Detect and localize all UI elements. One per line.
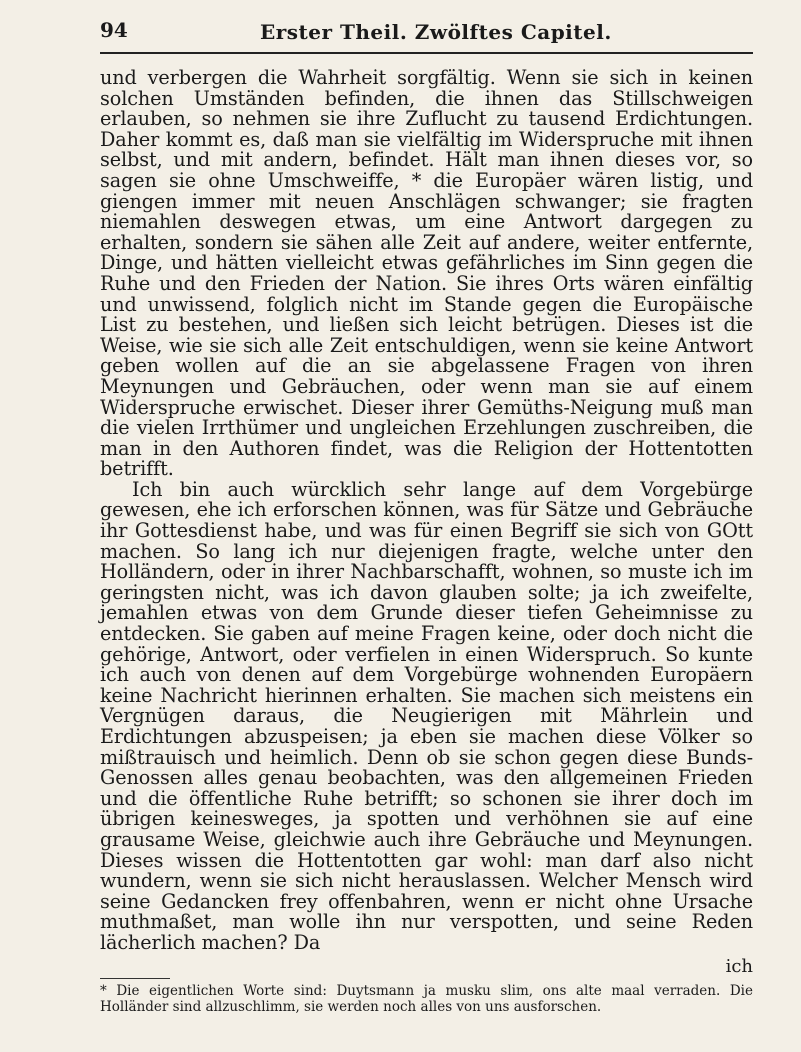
- footnote-rule: [100, 978, 170, 979]
- catchword: ich: [725, 955, 753, 977]
- paragraph-1: und verbergen die Wahrheit sorgfältig. Wenn sie sich in keinen solchen Umständen befinden, die ihnen das Stillschweigen erlauben, so nehmen sie ihre Zuflucht zu tausend Erdichtungen. Daher kommt es, daß man sie vielfältig im Widerspruche mit ihnen selbst, und mit andern, befindet. Hält man ihnen dieses vor, so sagen sie ohne Umschweiffe, * die Europäer wären listig, und giengen immer mit neuen Anschlägen schwanger; sie fragten niemahlen deswegen etwas, um eine Antwort dargegen zu erhalten, sondern sie sähen alle Zeit auf andere, weiter entfernte, Dinge, und hätten vielleicht etwas gefährliches im Sinn gegen die Ruhe und den Frieden der Nation. Sie ihres Orts wären einfältig und unwissend, folglich nicht im Stande gegen die Europäische List zu bestehen, und ließen sich leicht betrügen. Dieses ist die Weise, wie sie sich alle Zeit entschuldigen, wenn sie keine Antwort geben wollen auf die an sie abgelassene Fragen von ihren Meynungen und Gebräuchen, oder wenn man sie auf einem Widerspruche erwischet. Dieser ihrer Gemüths-Neigung muß man die vielen Irrthümer und ungleichen Erzehlungen zuschreiben, die man in den Authoren findet, was die Religion der Hottentotten betrifft.: [100, 66, 753, 481]
- body-text: [100, 68, 753, 954]
- page-number: 94: [100, 18, 128, 42]
- page-header: [100, 12, 753, 54]
- running-title: Erster Theil. Zwölftes Capitel.: [260, 20, 612, 44]
- footnote: * Die eigentlichen Worte sind: Duytsmann ja musku slim, ons alte maal verraden. Die Holländer sind allzuschlimm, sie werden noch alles von uns ausforschen.: [100, 982, 753, 1015]
- paragraph-2: Ich bin auch würcklich sehr lange auf dem Vorgebürge gewesen, ehe ich erforschen können, was für Sätze und Gebräuche ihr Gottesdienst habe, und was für einen Begriff sie sich von GOtt machen. So lang ich nur diejenigen fragte, welche unter den Holländern, oder in ihrer Nachbarschafft, wohnen, so muste ich im geringsten nicht, was ich davon glauben solte; ja ich zweifelte, jemahlen etwas von dem Grunde dieser tiefen Geheimnisse zu entdecken. Sie gaben auf meine Fragen keine, oder doch nicht die gehörige, Antwort, oder verfielen in einen Widerspruch. So kunte ich auch von denen auf dem Vorgebürge wohnenden Europäern keine Nachricht hierinnen erhalten. Sie machen sich meistens ein Vergnügen daraus, die Neugierigen mit Mährlein und Erdichtungen abzuspeisen; ja eben sie machen diese Völker so mißtrauisch und heimlich. Denn ob sie schon gegen diese Bunds-Genossen alles genau beobachten, was den allgemeinen Frieden und die öffentliche Ruhe betrifft; so schonen sie ihrer doch im übrigen keinesweges, ja spotten und verhöhnen sie auf eine grausame Weise, gleichwie auch ihre Gebräuche und Meynungen. Dieses wissen die Hottentotten gar wohl: man darf also nicht wundern, wenn sie sich nicht herauslassen. Welcher Mensch wird seine Gedancken frey offenbahren, wenn er nicht ohne Ursache muthmaßet, man wolle ihn nur verspotten, und seine Reden lächerlich machen? Da: [100, 477, 753, 954]
